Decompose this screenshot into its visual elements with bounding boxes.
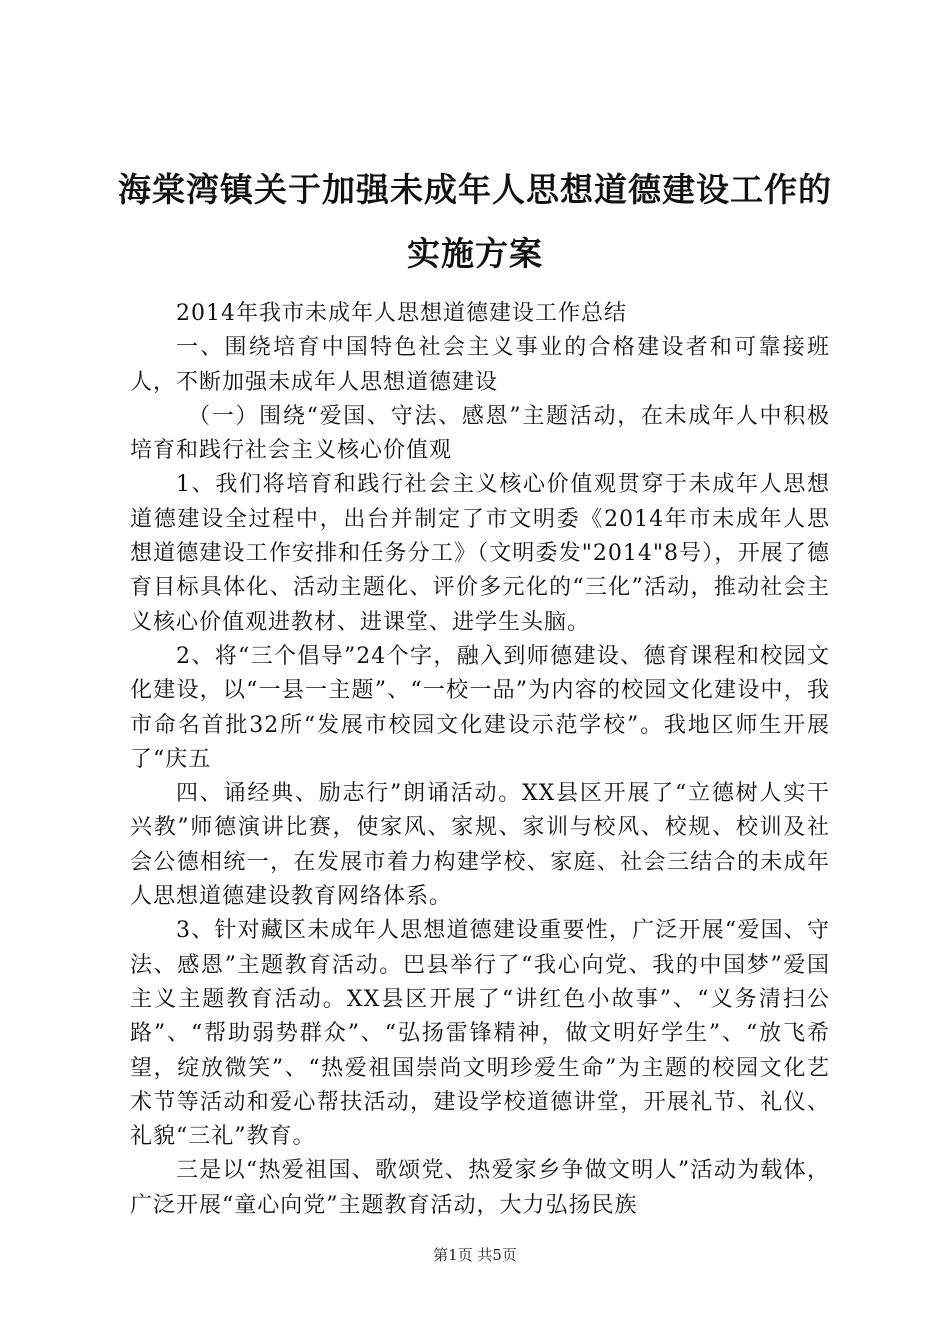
paragraph-item-1: 1、我们将培育和践行社会主义核心价值观贯穿于未成年人思想道德建设全过程中，出台并制定了市文明委《2014年市未成年人思想道德建设工作安排和任务分工》（文明委发"2014"8号），开展了德育目标具体化、活动主题化、评价多元化的“三化”活动，推动社会主义核心价值观进教材、进课堂、进学生头脑。	[130, 472, 830, 635]
paragraph-item-3: 3、针对藏区未成年人思想道德建设重要性，广泛开展“爱国、守法、感恩”主题教育活动。巴县举行了“我心向党、我的中国梦”爱国主义主题教育活动。XX县区开展了“讲红色小故事”、“义务清扫公路”、“帮助弱势群众”、“弘扬雷锋精神，做文明好学生”、“放飞希望，绽放微笑”、“热爱祖国崇尚文明珍爱生命”为主题的校园文化艺术节等活动和爱心帮扶活动，建设学校道德讲堂，开展礼节、礼仪、礼貌“三礼”教育。	[130, 918, 831, 1150]
paragraph-heading: 2014年我市未成年人思想道德建设工作总结	[176, 301, 627, 326]
paragraph-item-2: 2、将“三个倡导”24个字，融入到师德建设、德育课程和校园文化建设，以“一县一主题”、“一校一品”为内容的校园文化建设中，我市命名首批32所“发展市校园文化建设示范学校”。我地区师生开展了“庆五	[130, 643, 830, 772]
page-number-footer: 第1页 共5页	[433, 1246, 517, 1264]
paragraph-item-4: 三是以“热爱祖国、歌颂党、热爱家乡争做文明人”活动为载体，广泛开展“童心向党”主题教育活动，大力弘扬民族	[130, 1158, 830, 1218]
document-body	[130, 297, 830, 1223]
paragraph-section-1: 一、围绕培育中国特色社会主义事业的合格建设者和可靠接班人，不断加强未成年人思想道德建设	[130, 335, 830, 395]
paragraph-item-2-cont: 四、诵经典、励志行”朗诵活动。XX县区开展了“立德树人实干兴教”师德演讲比赛，使家风、家规、家训与校风、校规、校训及社会公德相统一，在发展市着力构建学校、家庭、社会三结合的未成年人思想道德建设教育网络体系。	[130, 781, 830, 910]
paragraph-subsection-1: （一）围绕“爱国、守法、感恩”主题活动，在未成年人中积极培育和践行社会主义核心价值观	[130, 403, 830, 464]
document-title: 海棠湾镇关于加强未成年人思想道德建设工作的实施方案	[118, 170, 832, 273]
